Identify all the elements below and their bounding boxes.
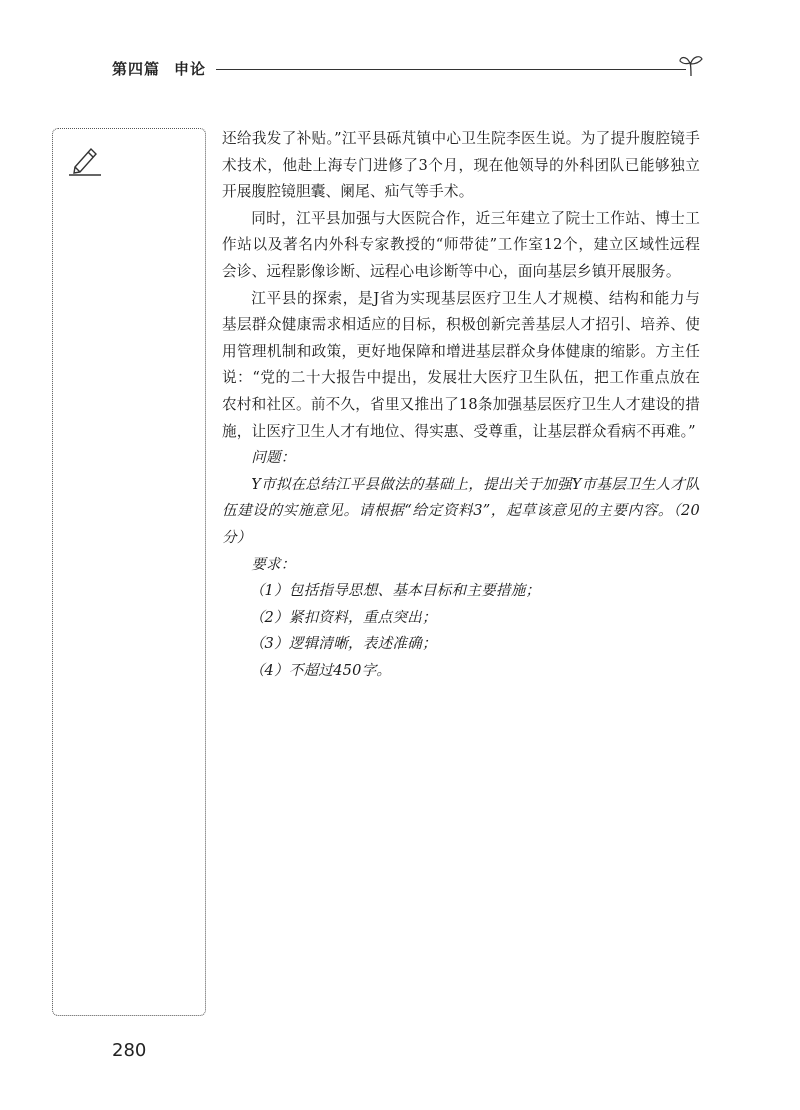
paragraph-1: 还给我发了补贴。”江平县砾芃镇中心卫生院李医生说。为了提升腹腔镜手术技术，他赴上海专门进修了3个月，现在他领导的外科团队已能够独立开展腹腔镜胆囊、阑尾、疝气等手术。 [222,130,700,201]
paragraph-2: 同时，江平县加强与大医院合作，近三年建立了院士工作站、博士工作站以及著名内外科专家教授的“师带徒”工作室12个，建立区域性远程会诊、远程影像诊断、远程心电诊断等中心，面向基层乡镇开展服务。 [222,209,700,280]
pencil-icon [67,143,103,177]
header-part: 第四篇 [112,60,161,78]
main-text [222,126,700,684]
question-text: Y市拟在总结江平县做法的基础上，提出关于加强Y市基层卫生人才队伍建设的实施意见。请根据“给定资料3”，起草该意见的主要内容。（20分） [222,475,700,546]
paragraph-3: 江平县的探索，是J省为实现基层医疗卫生人才规模、结构和能力与基层群众健康需求相适应的目标，积极创新完善基层人才招引、培养、使用管理机制和政策，更好地保障和增进基层群众身体健康的缩影。方主任说：“党的二十大报告中提出，发展壮大医疗卫生队伍，把工作重点放在农村和社区。前不久，省里又推出了18条加强基层医疗卫生人才建设的措施，让医疗卫生人才有地位、得实惠、受尊重，让基层群众看病不再难。” [222,289,700,440]
page-header [112,58,700,82]
sprout-icon [678,52,704,78]
header-rule [216,69,686,70]
requirement-item: （3）逻辑清晰，表述准确； [249,635,437,653]
requirement-item: （2）紧扣资料，重点突出； [249,608,437,626]
notes-margin-box [52,128,206,1016]
header-subject: 申论 [174,60,207,78]
page-number: 280 [112,1040,147,1061]
requirements-label: 要求： [251,555,296,573]
question-label: 问题： [251,449,296,467]
requirement-item: （1）包括指导思想、基本目标和主要措施； [249,582,541,600]
requirement-item: （4）不超过450字。 [249,661,392,679]
header-title [112,58,206,79]
